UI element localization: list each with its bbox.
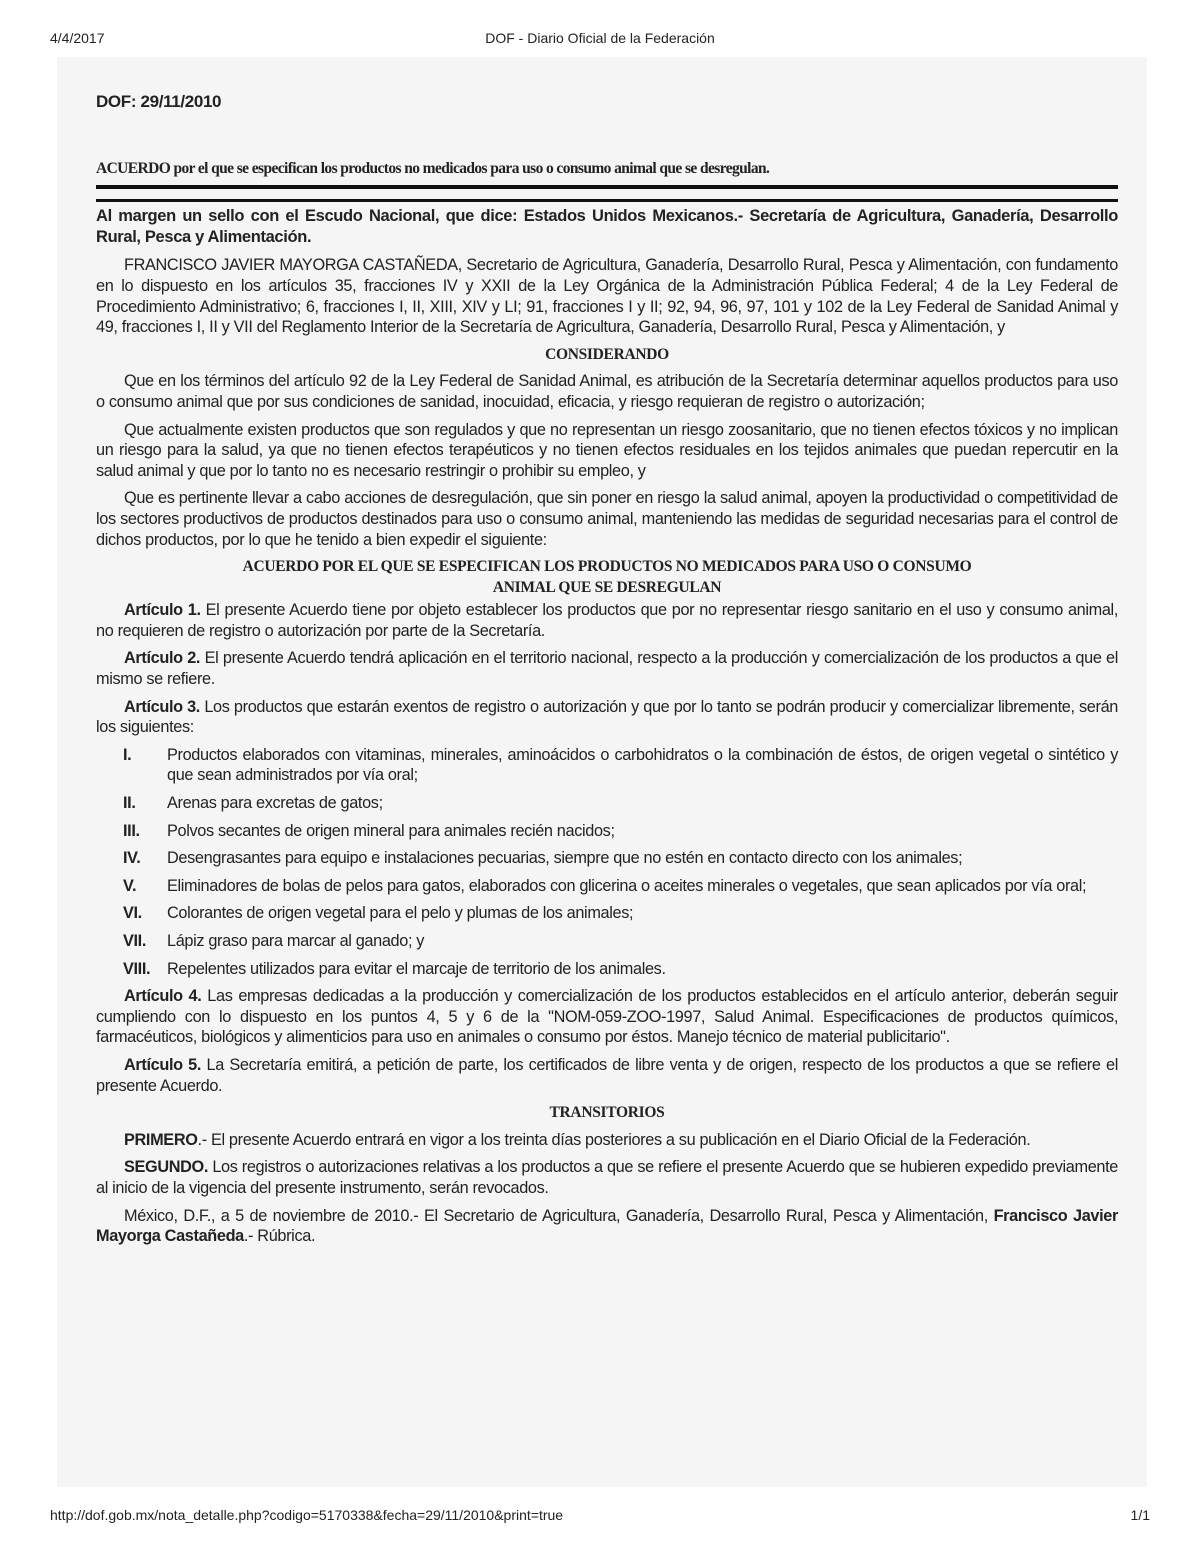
articulo-text: Las empresas dedicadas a la producción y comercialización de los productos establecidos en el artículo anterior, deberán seguir cumpliendo con lo dispuesto en los puntos 4, 5 y 6 de la "NOM-059-ZOO-1997, Salud Animal. Especificaciones de productos químicos, farmacéuticos, biológicos y alimenticios para uso en animales o consumo por éstos. Manejo técnico de material publicitario".	[96, 987, 1118, 1047]
intro-paragraph: FRANCISCO JAVIER MAYORGA CASTAÑEDA, Secretario de Agricultura, Ganadería, Desarrollo Rural, Pesca y Alimentación, con fundamento en lo dispuesto en los artículos 35, fracciones IV y XXII de la Ley Orgánica de la Administración Pública Federal; 4 de la Ley Federal de Procedimiento Administrativo; 6, fracciones I, II, XIII, XIV y LI; 91, fracciones I y II; 92, 94, 96, 97, 101 y 102 de la Ley Federal de Sanidad Animal y 49, fracciones I, II y VII del Reglamento Interior de la Secretaría de Agricultura, Ganadería, Desarrollo Rural, Pesca y Alimentación, y	[96, 256, 1118, 337]
list-item	[123, 848, 1118, 869]
divider	[96, 199, 1118, 202]
considerando-paragraph: Que es pertinente llevar a cabo acciones de desregulación, que sin poner en riesgo la salud animal, apoyen la productividad o competitividad de los sectores productivos de productos destinados para uso o consumo animal, manteniendo las medidas de seguridad necesarias para el control de dichos productos, por lo que he tenido a bien expedir el siguiente:	[96, 489, 1118, 549]
articulo-label: Artículo 4.	[124, 987, 202, 1006]
articulo-text: La Secretaría emitirá, a petición de parte, los certificados de libre venta y de origen, respecto de los productos a que se refiere el presente Acuerdo.	[96, 1055, 1118, 1095]
transitorio-primero	[96, 1130, 1118, 1151]
transitorio-label: SEGUNDO.	[124, 1158, 209, 1177]
item-numeral: VII.	[123, 932, 147, 950]
print-date: 4/4/2017	[50, 30, 105, 46]
page-number: 1/1	[1130, 1507, 1150, 1523]
articulo-text: El presente Acuerdo tiene por objeto establecer los productos que por no representar riesgo sanitario en el uso y consumo animal, no requieren de registro o autorización por parte de la Secretaría.	[96, 601, 1118, 640]
rubrica: .- Rúbrica.	[243, 1227, 316, 1246]
transitorios-heading: TRANSITORIOS	[549, 1104, 665, 1122]
considerando-paragraph: Que actualmente existen productos que son regulados y que no representan un riesgo zoosanitario, que no tienen efectos tóxicos y no implican un riesgo para la salud, ya que no tienen efectos terapéuticos y no tienen efectos residuales en los tejidos animales que puedan repercutir en la salud animal y que por lo tanto no es necesario restringir o prohibir su empleo, y	[96, 420, 1118, 480]
item-text: Productos elaborados con vitaminas, minerales, aminoácidos o carbohidratos o la combinación de éstos, de origen vegetal o sintético y que sean administrados por vía oral;	[167, 745, 1118, 785]
item-text: Repelentes utilizados para evitar el marcaje de territorio de los animales.	[167, 959, 666, 978]
item-numeral: III.	[123, 821, 140, 840]
articulo-1	[96, 600, 1118, 641]
item-numeral: VI.	[123, 904, 142, 923]
transitorio-label: PRIMERO	[124, 1130, 198, 1149]
articulo-5	[96, 1055, 1118, 1096]
document-title: ACUERDO por el que se especifican los productos no medicados para uso o consumo animal que se desregulan.	[96, 159, 1118, 190]
list-item	[123, 793, 1118, 814]
item-numeral: IV.	[123, 849, 141, 868]
transitorio-text: .- El presente Acuerdo entrará en vigor a los treinta días posteriores a su publicación en el Diario Oficial de la Federación.	[197, 1130, 1031, 1149]
document-content	[96, 92, 1118, 1254]
item-numeral: II.	[123, 794, 136, 813]
articulo-text: Los productos que estarán exentos de registro o autorización y que por lo tanto se podrán producir y comercializar libremente, serán los siguientes:	[96, 697, 1118, 737]
articulo-label: Artículo 1.	[124, 601, 201, 620]
articulo-label: Artículo 3.	[124, 697, 200, 716]
item-numeral: I.	[123, 745, 132, 764]
item-numeral: V.	[123, 876, 137, 895]
transitorio-text: Los registros o autorizaciones relativas a los productos a que se refiere el presente Acuerdo que se hubieren expedido previamente al inicio de la vigencia del presente instrumento, serán revocados.	[96, 1158, 1118, 1197]
item-text: Colorantes de origen vegetal para el pelo y plumas de los animales;	[167, 904, 634, 923]
acuerdo-heading-line: ACUERDO POR EL QUE SE ESPECIFICAN LOS PRODUCTOS NO MEDICADOS PARA USO O CONSUMO	[242, 558, 972, 576]
transitorio-segundo	[96, 1157, 1118, 1198]
list-item	[123, 903, 1118, 924]
articulo-3	[96, 697, 1118, 738]
product-list	[96, 745, 1118, 979]
page-url: http://dof.gob.mx/nota_detalle.php?codigo=5170338&fecha=29/11/2010&print=true	[50, 1507, 564, 1523]
closing-text: México, D.F., a 5 de noviembre de 2010.- El Secretario de Agricultura, Ganadería, Desarrollo Rural, Pesca y Alimentación,	[124, 1206, 994, 1225]
considerando-paragraph: Que en los términos del artículo 92 de la Ley Federal de Sanidad Animal, es atribución de la Secretaría determinar aquellos productos para uso o consumo animal que por sus condiciones de sanidad, inocuidad, eficacia, y riesgo requieran de registro o autorización;	[96, 372, 1118, 411]
item-text: Eliminadores de bolas de pelos para gatos, elaborados con glicerina o aceites minerales o vegetales, que sean aplicados por vía oral;	[167, 876, 1087, 895]
articulo-label: Artículo 2.	[124, 649, 201, 668]
print-header	[50, 30, 1150, 48]
acuerdo-heading	[96, 557, 1118, 598]
item-numeral: VIII.	[123, 959, 151, 978]
item-text: Desengrasantes para equipo e instalaciones pecuarias, siempre que no estén en contacto directo con los animales;	[167, 849, 963, 868]
item-text: Polvos secantes de origen mineral para animales recién nacidos;	[167, 821, 615, 840]
articulo-text: El presente Acuerdo tendrá aplicación en el territorio nacional, respecto a la producción y comercialización de los productos a que el mismo se refiere.	[96, 649, 1119, 689]
signer-name: Francisco Javier Mayorga Castañeda	[96, 1206, 1118, 1246]
articulo-label: Artículo 5.	[124, 1055, 202, 1074]
dof-date: DOF: 29/11/2010	[96, 92, 222, 111]
articulo-4	[96, 986, 1118, 1048]
margen-note: Al margen un sello con el Escudo Nacional, que dice: Estados Unidos Mexicanos.- Secretaría de Agricultura, Ganadería, Desarrollo Rural, Pesca y Alimentación.	[96, 207, 1118, 246]
articulo-2	[96, 648, 1118, 689]
considerando-heading: CONSIDERANDO	[545, 345, 669, 363]
list-item	[123, 931, 1118, 952]
closing-paragraph	[96, 1206, 1118, 1247]
list-item	[123, 745, 1118, 786]
list-item	[123, 959, 1118, 980]
acuerdo-heading-line: ANIMAL QUE SE DESREGULAN	[492, 578, 722, 596]
list-item	[123, 876, 1118, 897]
print-footer	[50, 1507, 1150, 1523]
list-item	[123, 821, 1118, 842]
item-text: Lápiz graso para marcar al ganado; y	[167, 932, 425, 950]
item-text: Arenas para excretas de gatos;	[167, 794, 383, 813]
print-title: DOF - Diario Oficial de la Federación	[485, 30, 715, 46]
